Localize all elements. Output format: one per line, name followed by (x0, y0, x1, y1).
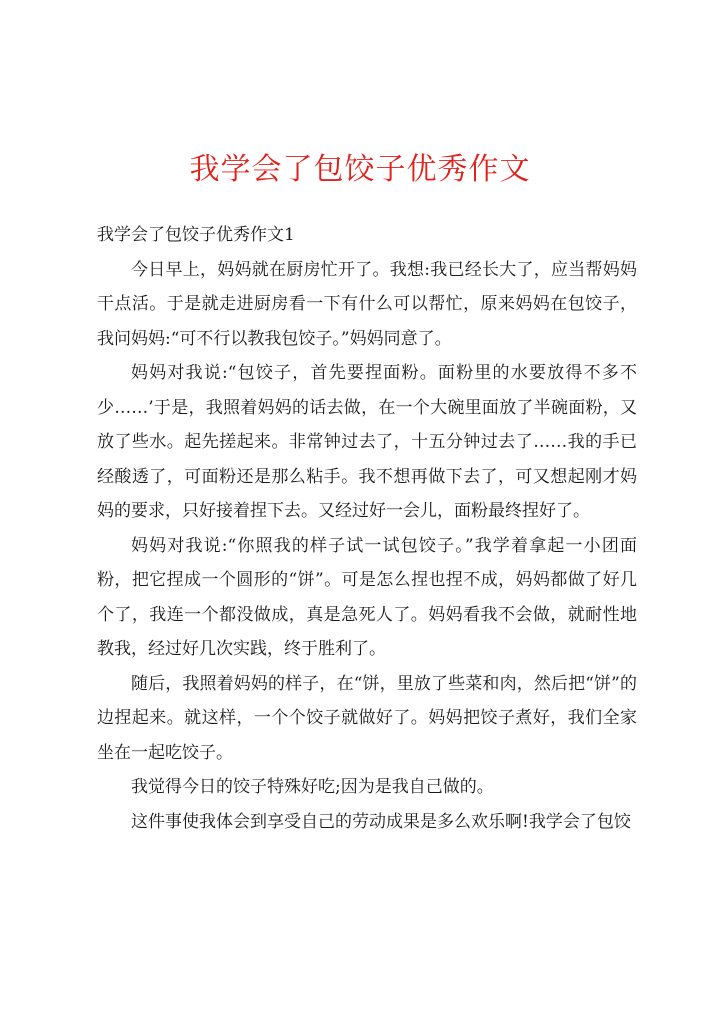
paragraph-1: 今日早上，妈妈就在厨房忙开了。我想:我已经长大了，应当帮妈妈干点活。于是就走进厨房看一下有什么可以帮忙，原来妈妈在包饺子，我问妈妈:“可不行以教我包饺子。”妈妈同意了。 (97, 259, 637, 349)
paragraph-5: 我觉得今日的饺子特殊好吃;因为是我自己做的。 (131, 777, 494, 797)
document-title: 我学会了包饺子优秀作文 (189, 152, 531, 187)
document-body (97, 218, 637, 839)
paragraph-3: 妈妈对我说:“你照我的样子试一试包饺子。”我学着拿起一小团面粉，把它捏成一个圆形的“饼”。可是怎么捏也捏不成，妈妈都做了好几个了，我连一个都没做成，真是急死人了。妈妈看我不会做，就耐性地教我，经过好几次实践，终于胜利了。 (97, 535, 637, 659)
paragraph-4: 随后，我照着妈妈的样子，在“饼，里放了些菜和肉，然后把“饼”的边捏起来。就这样，一个个饺子就做好了。妈妈把饺子煮好，我们全家坐在一起吃饺子。 (97, 673, 637, 763)
paragraph-2: 妈妈对我说:“包饺子，首先要捏面粉。面粉里的水要放得不多不少……’于是，我照着妈妈的话去做，在一个大碗里面放了半碗面粉，又放了些水。起先搓起来。非常钟过去了，十五分钟过去了……我的手已经酸透了，可面粉还是那么粘手。我不想再做下去了，可又想起刚才妈妈的要求，只好接着捏下去。又经过好一会儿，面粉最终捏好了。 (97, 363, 637, 521)
section-heading: 我学会了包饺子优秀作文1 (97, 225, 295, 245)
paragraph-6: 这件事使我体会到享受自己的劳动成果是多么欢乐啊!我学会了包饺 (131, 811, 631, 832)
